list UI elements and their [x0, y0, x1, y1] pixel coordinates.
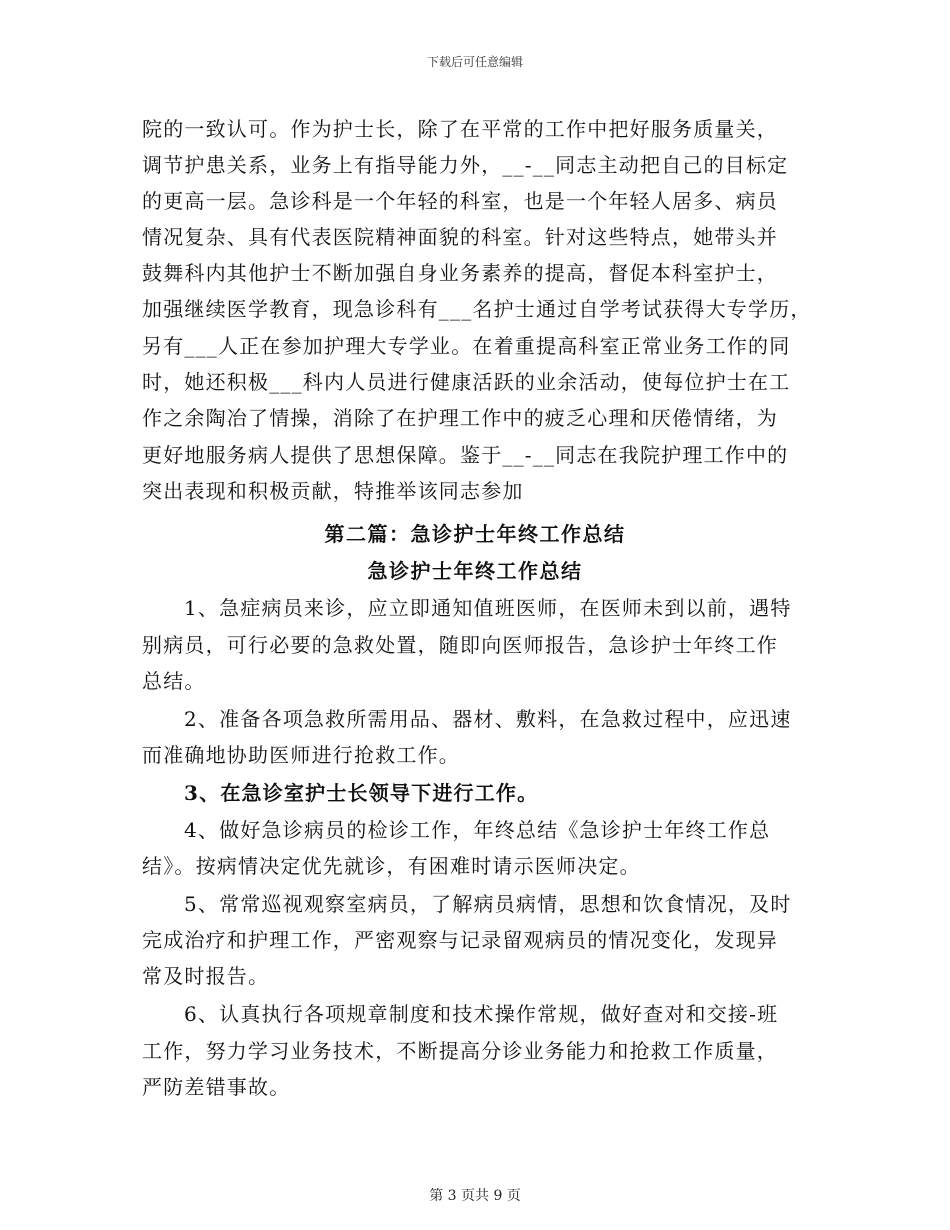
body-line: 加强继续医学教育，现急诊科有___名护士通过自学考试获得大专学历，	[142, 297, 812, 321]
item-5-line: 完成治疗和护理工作，严密观察与记录留观病员的情况变化，发现异	[142, 928, 778, 952]
item-6-line: 严防差错事故。	[142, 1075, 291, 1099]
body-line: 另有___人正在参加护理大专学业。在着重提高科室正常业务工作的同	[142, 334, 791, 358]
body-line: 时，她还积极___科内人员进行健康活跃的业余活动，使每位护士在工	[142, 370, 791, 394]
item-4-line: 结》。按病情决定优先就诊，有困难时请示医师决定。	[142, 854, 641, 878]
body-line: 鼓舞科内其他护士不断加强自身业务素养的提高，督促本科室护士，	[142, 261, 778, 285]
item-5-line: 常及时报告。	[142, 964, 270, 988]
item-3-line: 3、在急诊室护士长领导下进行工作。	[184, 781, 539, 805]
body-line: 作之余陶冶了情操，消除了在护理工作中的疲乏心理和厌倦情绪，为	[142, 406, 778, 430]
item-2-line: 而准确地协助医师进行抢救工作。	[142, 743, 460, 767]
item-2-line: 2、准备各项急救所需用品、器材、敷料，在急救过程中，应迅速	[184, 707, 792, 731]
item-5-line: 5、常常巡视观察室病员，了解病员病情，思想和饮食情况，及时	[184, 892, 792, 916]
body-line: 院的一致认可。作为护士长，除了在平常的工作中把好服务质量关，	[142, 117, 778, 141]
item-6-line: 6、认真执行各项规章制度和技术操作常规，做好查对和交接-班	[184, 1002, 779, 1026]
item-1-line: 1、急症病员来诊，应立即通知值班医师，在医师未到以前，遇特	[184, 596, 792, 620]
header-note: 下载后可任意编辑	[426, 55, 523, 69]
body-line: 调节护患关系，业务上有指导能力外，__-__同志主动把自己的目标定	[142, 153, 789, 177]
body-line: 更好地服务病人提供了思想保障。鉴于__-__同志在我院护理工作中的	[142, 443, 789, 467]
section-subtitle: 急诊护士年终工作总结	[367, 559, 583, 583]
section-title: 第二篇：急诊护士年终工作总结	[324, 522, 626, 546]
page-number: 第 3 页共 9 页	[429, 1188, 521, 1204]
body-line: 的更高一层。急诊科是一个年轻的科室，也是一个年轻人居多、病员	[142, 189, 778, 213]
item-1-line: 别病员，可行必要的急救处置，随即向医师报告，急诊护士年终工作	[142, 633, 778, 657]
item-1-line: 总结。	[142, 669, 206, 693]
body-line: 突出表现和积极贡献，特推举该同志参加	[142, 479, 524, 503]
body-line: 情况复杂、具有代表医院精神面貌的科室。针对这些特点，她带头并	[142, 225, 778, 249]
item-6-line: 工作，努力学习业务技术，不断提高分诊业务能力和抢救工作质量，	[142, 1039, 778, 1063]
item-4-line: 4、做好急诊病员的检诊工作，年终总结《急诊护士年终工作总	[184, 818, 771, 842]
